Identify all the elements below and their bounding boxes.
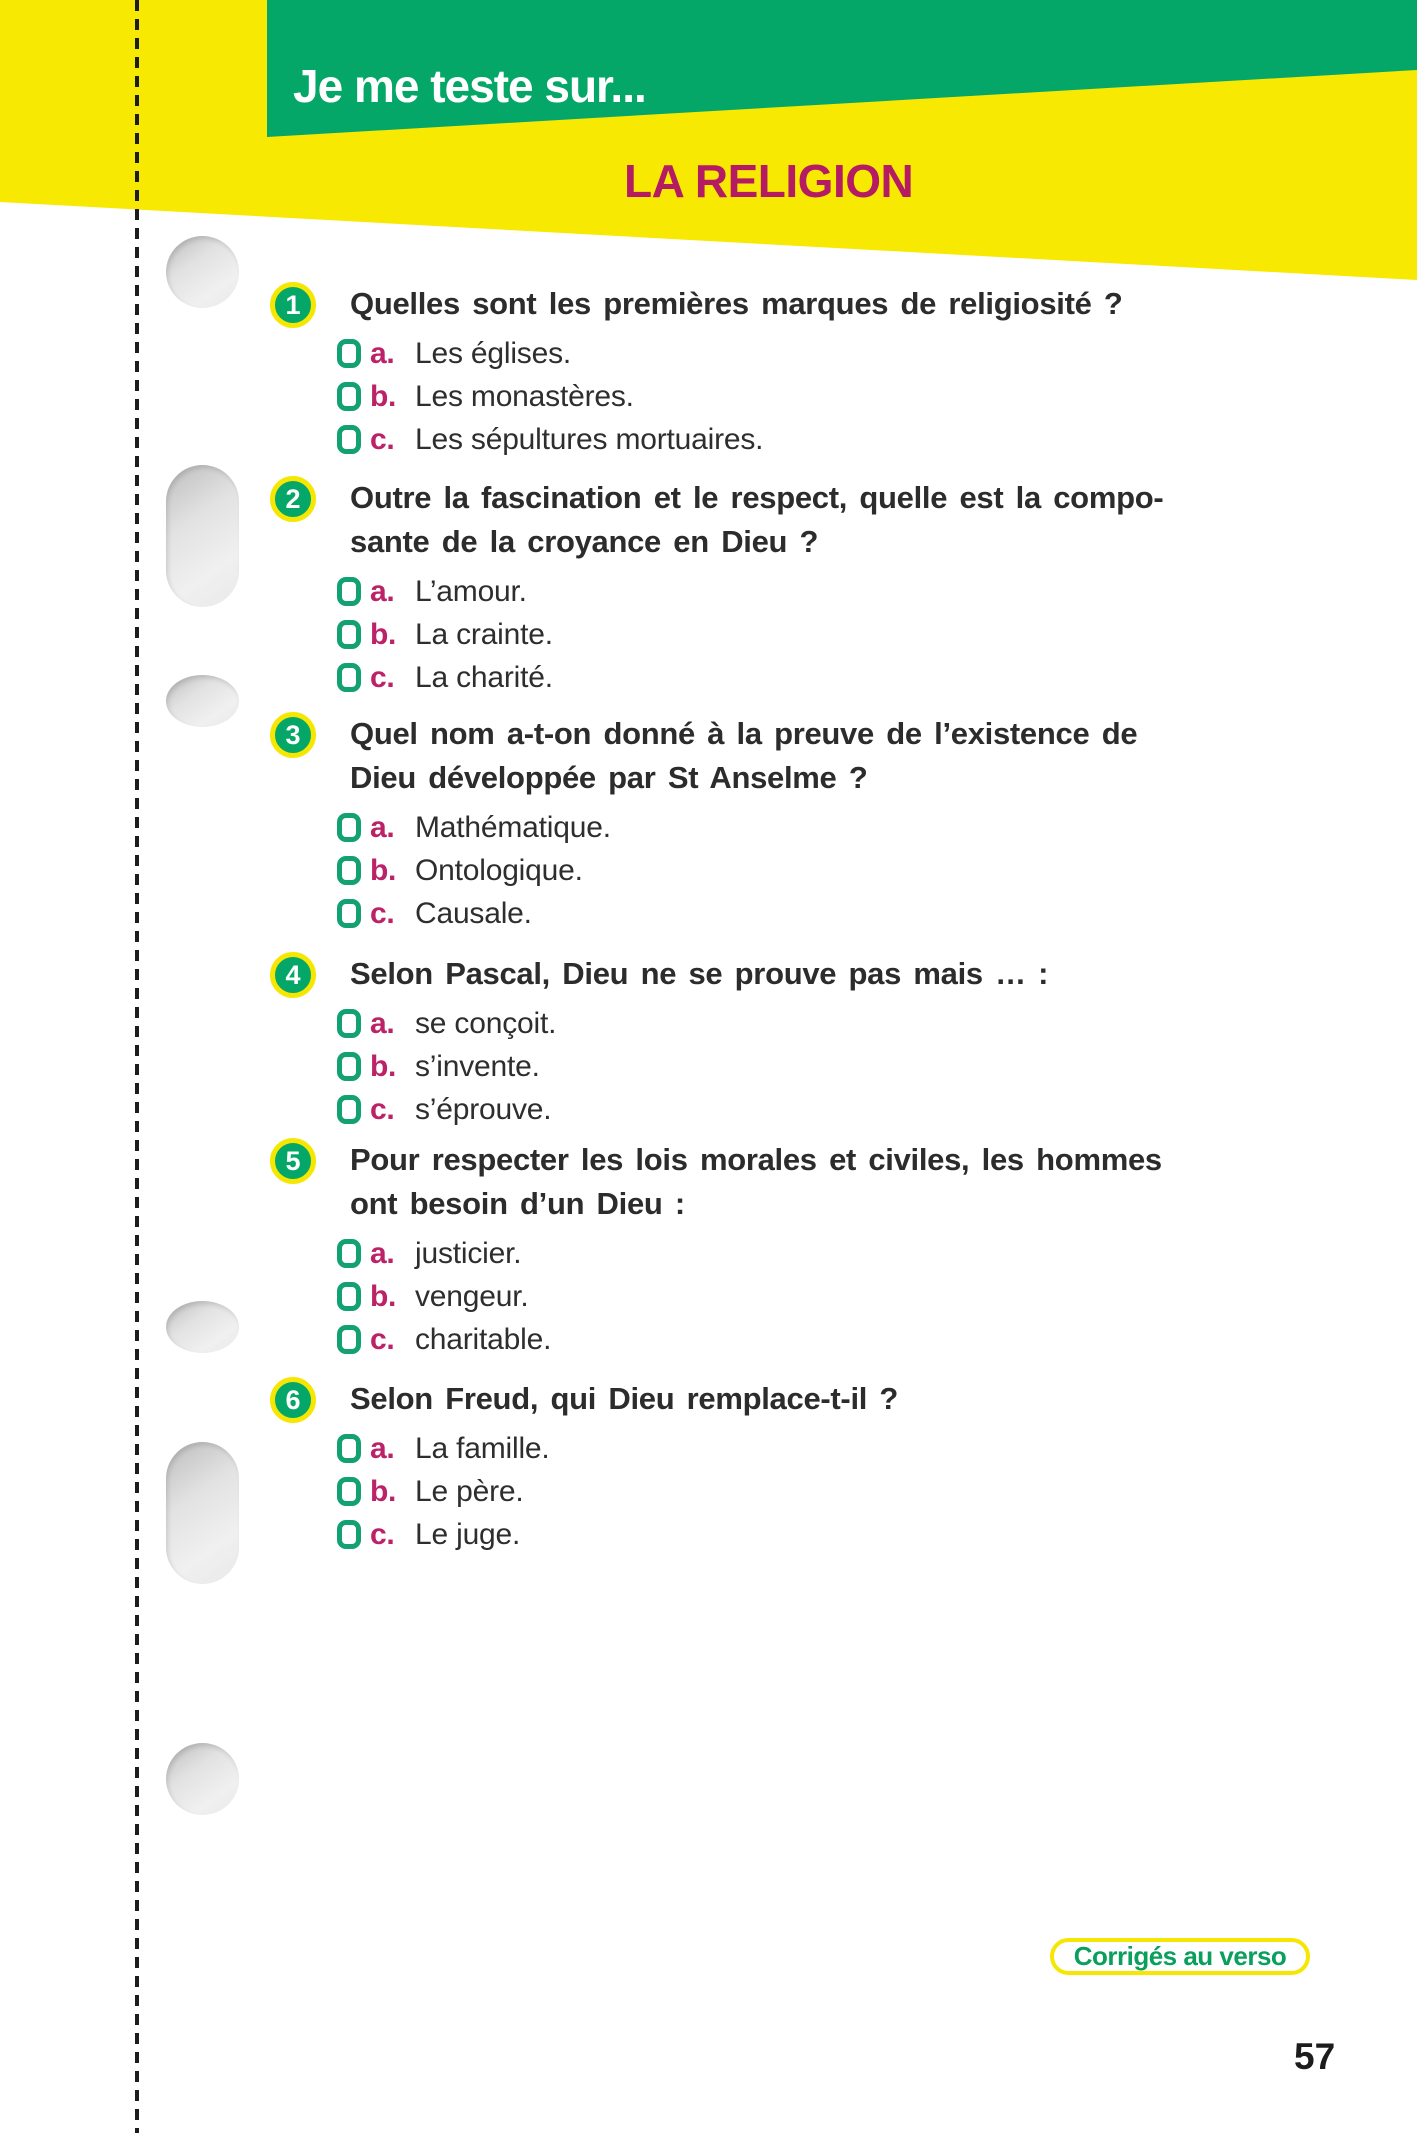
option-letter: b. <box>370 1279 397 1313</box>
option-text: Le juge. <box>415 1517 521 1551</box>
option-letter: a. <box>370 1431 395 1465</box>
answer-checkbox[interactable] <box>337 1325 361 1354</box>
option-row <box>337 375 1123 418</box>
cut-dashed-line <box>135 0 139 2133</box>
option-letter: c. <box>370 1092 395 1126</box>
option-text: s’éprouve. <box>415 1092 552 1126</box>
option-text: La charité. <box>415 660 553 694</box>
option-row <box>337 1045 1048 1088</box>
question-text: Outre la fascination et le respect, quelle est la compo- sante de la croyance en Dieu ? <box>350 480 1164 559</box>
page-number: 57 <box>1294 2036 1336 2077</box>
option-text: Ontologique. <box>415 853 583 887</box>
option-text: La crainte. <box>415 617 553 651</box>
option-row <box>337 1088 1048 1131</box>
option-letter: c. <box>370 660 395 694</box>
option-letter: b. <box>370 617 397 651</box>
question-number-badge: 2 <box>270 476 316 522</box>
question-5 <box>270 1138 1162 1361</box>
option-letter: c. <box>370 1517 395 1551</box>
option-letter: a. <box>370 810 395 844</box>
option-text: Les églises. <box>415 336 572 370</box>
option-letter: c. <box>370 422 395 456</box>
answer-checkbox[interactable] <box>337 856 361 885</box>
question-text: Quel nom a-t-on donné à la preuve de l’existence de Dieu développée par St Anselme ? <box>350 716 1138 795</box>
option-letter: c. <box>370 1322 395 1356</box>
answer-checkbox[interactable] <box>337 1052 361 1081</box>
option-row <box>337 806 1137 849</box>
answer-checkbox[interactable] <box>337 1282 361 1311</box>
question-1 <box>270 282 1123 461</box>
answer-checkbox[interactable] <box>337 577 361 606</box>
answer-checkbox[interactable] <box>337 382 361 411</box>
option-text: Mathématique. <box>415 810 611 844</box>
option-text: vengeur. <box>415 1279 529 1313</box>
option-text: se conçoit. <box>415 1006 557 1040</box>
index-tab-circle-1 <box>166 236 239 308</box>
question-6 <box>270 1377 898 1556</box>
question-text: Quelles sont les premières marques de religiosité ? <box>350 286 1123 321</box>
option-row <box>337 1232 1162 1275</box>
option-row <box>337 1275 1162 1318</box>
option-row <box>337 418 1123 461</box>
option-letter: a. <box>370 1006 395 1040</box>
option-row <box>337 656 1163 699</box>
option-row <box>337 570 1163 613</box>
option-row <box>337 1318 1162 1361</box>
option-text: Causale. <box>415 896 532 930</box>
option-letter: b. <box>370 853 397 887</box>
index-tab-circle-2 <box>166 1743 239 1815</box>
answer-checkbox[interactable] <box>337 1434 361 1463</box>
option-text: Le père. <box>415 1474 524 1508</box>
question-4 <box>270 952 1048 1131</box>
answer-checkbox[interactable] <box>337 813 361 842</box>
question-number-badge: 6 <box>270 1377 316 1423</box>
answer-checkbox[interactable] <box>337 339 361 368</box>
index-tab-pill-1 <box>166 465 239 607</box>
option-letter: a. <box>370 1236 395 1270</box>
option-text: charitable. <box>415 1322 552 1356</box>
option-text: La famille. <box>415 1431 550 1465</box>
option-row <box>337 1002 1048 1045</box>
answer-checkbox[interactable] <box>337 1009 361 1038</box>
option-text: L’amour. <box>415 574 527 608</box>
question-2 <box>270 476 1163 699</box>
option-letter: b. <box>370 1049 397 1083</box>
question-text: Selon Freud, qui Dieu remplace-t-il ? <box>350 1381 899 1416</box>
index-tab-ellipse-1 <box>166 675 239 727</box>
question-number-badge: 1 <box>270 282 316 328</box>
option-row <box>337 1513 898 1556</box>
option-letter: a. <box>370 574 395 608</box>
option-row <box>337 332 1123 375</box>
option-letter: a. <box>370 336 395 370</box>
option-row <box>337 849 1137 892</box>
index-tab-pill-2 <box>166 1442 239 1584</box>
option-text: Les sépultures mortuaires. <box>415 422 764 456</box>
question-number-badge: 3 <box>270 712 316 758</box>
question-number-badge: 5 <box>270 1138 316 1184</box>
answer-checkbox[interactable] <box>337 620 361 649</box>
answer-checkbox[interactable] <box>337 1477 361 1506</box>
answer-checkbox[interactable] <box>337 1520 361 1549</box>
answers-on-back-label: Corrigés au verso <box>1073 1941 1287 1971</box>
option-text: Les monastères. <box>415 379 634 413</box>
answer-checkbox[interactable] <box>337 425 361 454</box>
page-title: LA RELIGION <box>624 155 914 207</box>
option-row <box>337 1427 898 1470</box>
question-number-badge: 4 <box>270 952 316 998</box>
option-row <box>337 613 1163 656</box>
option-row <box>337 892 1137 935</box>
option-text: justicier. <box>415 1236 522 1270</box>
option-letter: c. <box>370 896 395 930</box>
question-text: Pour respecter les lois morales et civiles, les hommes ont besoin d’un Dieu : <box>350 1142 1162 1221</box>
option-text: s’invente. <box>415 1049 540 1083</box>
option-row <box>337 1470 898 1513</box>
option-letter: b. <box>370 1474 397 1508</box>
answer-checkbox[interactable] <box>337 1239 361 1268</box>
index-tab-ellipse-2 <box>166 1301 239 1353</box>
answer-checkbox[interactable] <box>337 663 361 692</box>
header-eyebrow: Je me teste sur... <box>293 60 646 112</box>
answers-on-back-badge <box>1050 1938 1310 1975</box>
option-letter: b. <box>370 379 397 413</box>
answer-checkbox[interactable] <box>337 899 361 928</box>
question-text: Selon Pascal, Dieu ne se prouve pas mais … : <box>350 956 1049 991</box>
question-3 <box>270 712 1137 935</box>
answer-checkbox[interactable] <box>337 1095 361 1124</box>
